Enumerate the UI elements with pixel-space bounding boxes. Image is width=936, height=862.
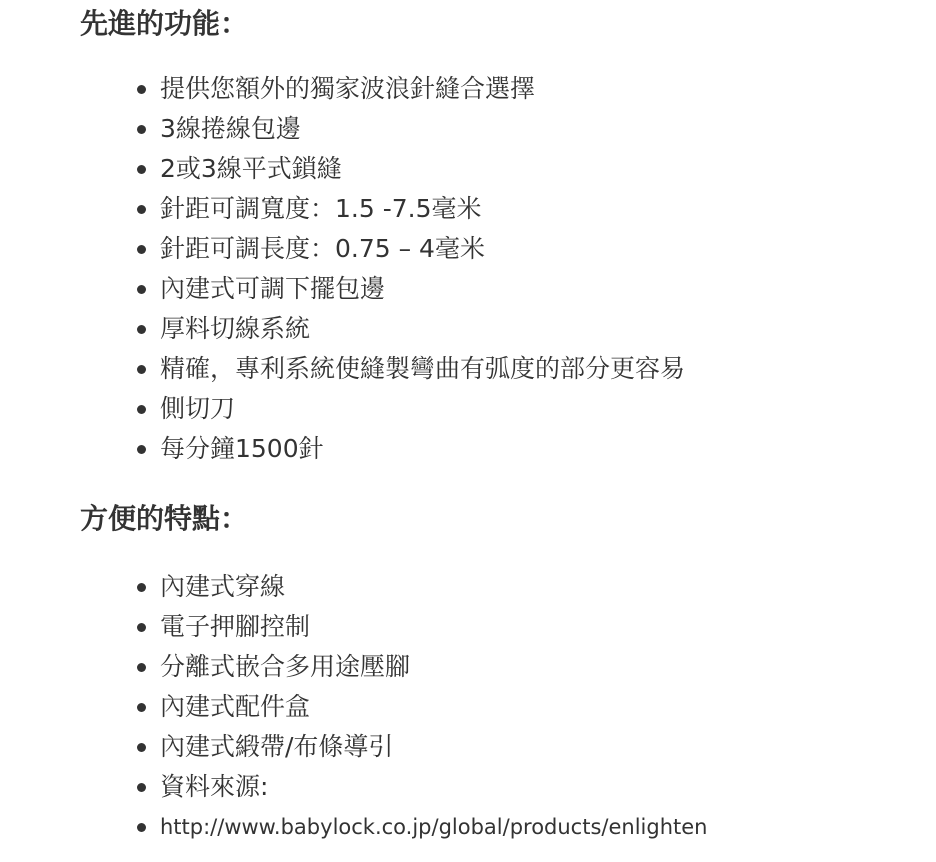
list-item	[80, 69, 920, 109]
list-item	[80, 567, 920, 607]
bullet-icon	[137, 325, 146, 334]
bullet-icon	[137, 783, 146, 792]
list-item	[80, 429, 920, 469]
list-item	[80, 767, 920, 807]
list-item-text: 厚料切線系統	[160, 314, 311, 343]
advanced-features-list	[80, 69, 920, 469]
bullet-icon	[137, 823, 146, 832]
list-item-text: 內建式穿線	[160, 572, 286, 601]
bullet-icon	[137, 623, 146, 632]
bullet-icon	[137, 245, 146, 254]
bullet-icon	[137, 85, 146, 94]
list-item-text: 精確，專利系統使縫製彎曲有弧度的部分更容易	[160, 354, 686, 383]
convenient-features-list	[80, 567, 920, 847]
list-item	[80, 607, 920, 647]
bullet-icon	[137, 445, 146, 454]
bullet-icon	[137, 663, 146, 672]
list-item-text: 針距可調寬度：1.5 -7.5毫米	[160, 194, 482, 223]
bullet-icon	[137, 125, 146, 134]
list-item	[80, 309, 920, 349]
list-item-text: 2或3線平式鎖縫	[160, 154, 342, 183]
list-item	[80, 727, 920, 767]
list-item-text: 側切刀	[160, 394, 236, 423]
bullet-icon	[137, 703, 146, 712]
list-item	[80, 109, 920, 149]
list-item	[80, 269, 920, 309]
list-item-text: 內建式緞帶/布條導引	[160, 732, 394, 761]
section-heading-convenient-features: 方便的特點：	[80, 502, 249, 535]
list-item	[80, 189, 920, 229]
bullet-icon	[137, 743, 146, 752]
list-item-text: 針距可調長度：0.75 – 4毫米	[160, 234, 485, 263]
list-item	[80, 229, 920, 269]
list-item-text: 提供您額外的獨家波浪針縫合選擇	[160, 74, 536, 103]
list-item-text: 分離式嵌合多用途壓腳	[160, 652, 411, 681]
bullet-icon	[137, 365, 146, 374]
source-url-text: http://www.babylock.co.jp/global/products/enlighten	[160, 815, 708, 839]
list-item-text: 電子押腳控制	[160, 612, 311, 641]
source-url-item	[80, 807, 920, 847]
list-item-text: 資料來源:	[160, 772, 269, 801]
list-item-text: 內建式配件盒	[160, 692, 311, 721]
bullet-icon	[137, 285, 146, 294]
bullet-icon	[137, 583, 146, 592]
list-item-text: 內建式可調下擺包邊	[160, 274, 386, 303]
bullet-icon	[137, 205, 146, 214]
list-item-text: 每分鐘1500針	[160, 434, 324, 463]
list-item	[80, 389, 920, 429]
list-item	[80, 349, 920, 389]
bullet-icon	[137, 405, 146, 414]
list-item-text: 3線捲線包邊	[160, 114, 301, 143]
bullet-icon	[137, 165, 146, 174]
section-heading-advanced-features: 先進的功能：	[80, 7, 249, 40]
list-item	[80, 687, 920, 727]
article-content	[80, 0, 920, 847]
list-item	[80, 149, 920, 189]
list-item	[80, 647, 920, 687]
